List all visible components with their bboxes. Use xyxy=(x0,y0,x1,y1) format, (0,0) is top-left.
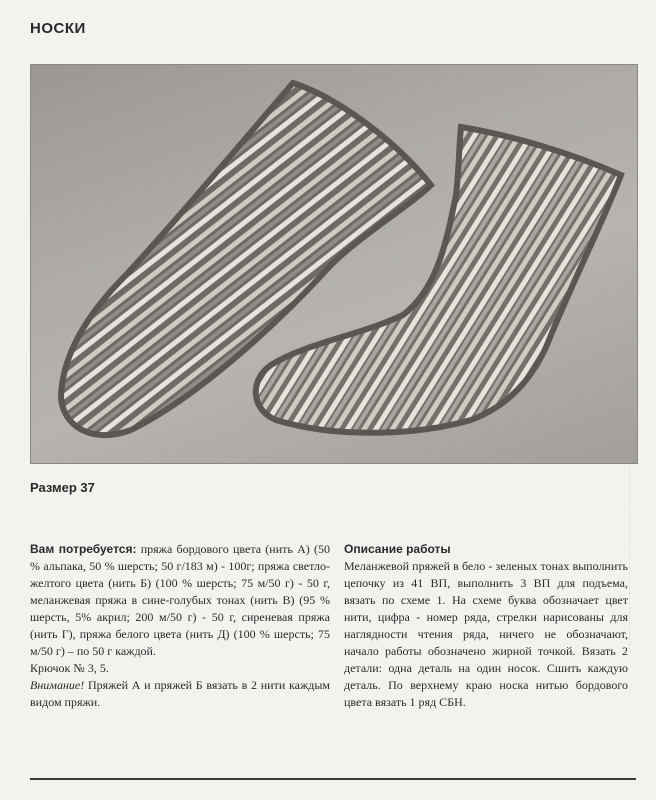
hook-size: Крючок № 3, 5. xyxy=(30,661,109,675)
materials-lead: Вам потребуется: xyxy=(30,542,137,556)
size-label: Размер 37 xyxy=(30,480,95,495)
socks-illustration xyxy=(31,65,637,463)
materials-paragraph xyxy=(30,541,330,660)
materials-column xyxy=(30,541,330,711)
description-heading: Описание работы xyxy=(344,542,451,556)
warning-lead: Внимание! xyxy=(30,678,85,692)
page-title: НОСКИ xyxy=(30,20,86,37)
materials-text: пряжа бордового цвета (нить А) (50 % альпака, 50 % шерсть; 50 г/183 м) - 100г; пряжа светло-желтого цвета (нить Б) (100 % шерсть; 75 м/50 г) - 50 г, меланжевая пряжа в сине-голубых тонах (нить В) (95 % шерсть, 5% акрил; 200 м/50 г) - 50 г, сиреневая пряжа (нить Г), пряжа белого цвета (нить Д) (100 % шерсть; 75 м/50 г) – по 50 г каждой. xyxy=(30,542,330,658)
warning-paragraph xyxy=(30,677,330,711)
description-column xyxy=(344,541,628,711)
description-text: Меланжевой пряжей в бело - зеленых тонах выполнить цепочку из 41 ВП, выполнить 3 ВП для подъема, вязать по схеме 1. На схеме буква обозначает цвет нити, цифра - номер ряда, стрелки нарисованы для наглядности чтения ряда, ничего не обозначают, начало работы обозначено жирной точкой. Вязать 2 детали: одна деталь на один носок. Сшить каждую деталь. По верхнему краю носка нитью бордового цвета вязать 1 ряд СБН. xyxy=(344,559,628,709)
warning-text: Пряжей А и пряжей Б вязать в 2 нити каждым видом пряжи. xyxy=(30,678,330,709)
socks-photo xyxy=(30,64,638,464)
bottom-divider xyxy=(30,778,636,780)
